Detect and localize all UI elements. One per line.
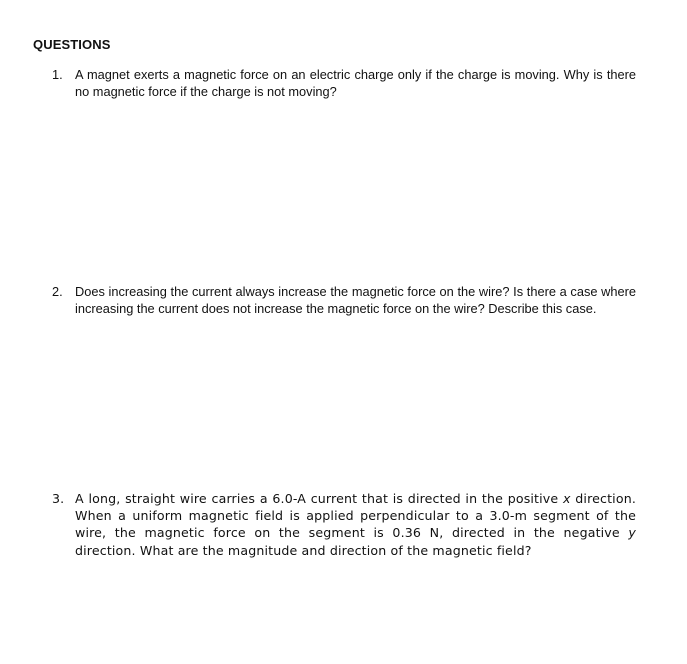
question-1 [52, 66, 636, 100]
question-text: A magnet exerts a magnetic force on an electric charge only if the charge is moving. Why is there no magnetic force if the charge is not moving? [75, 67, 636, 99]
question-number: 1. [52, 67, 63, 82]
section-heading: QUESTIONS [33, 37, 111, 52]
question-text-part: direction. What are the magnitude and direction of the magnetic field? [75, 542, 532, 558]
variable-x: x [562, 491, 571, 506]
question-number: 2. [52, 284, 63, 299]
question-3 [52, 490, 636, 559]
question-text: Does increasing the current always increase the magnetic force on the wire? Is there a case where increasing the current does not increase the magnetic force on the wire? Describe this case. [75, 284, 636, 316]
question-2 [52, 283, 636, 317]
question-text-part: A long, straight wire carries a 6.0-A current that is directed in the positive [75, 491, 563, 506]
variable-y: y [628, 525, 636, 541]
question-number: 3. [52, 491, 65, 506]
question-text [75, 490, 636, 559]
question-text-part: direction. When a uniform magnetic field is applied perpendicular to a 3.0-m segment of the wire, the magnetic force on the segment is 0.36 N, directed in the negative [75, 491, 636, 541]
